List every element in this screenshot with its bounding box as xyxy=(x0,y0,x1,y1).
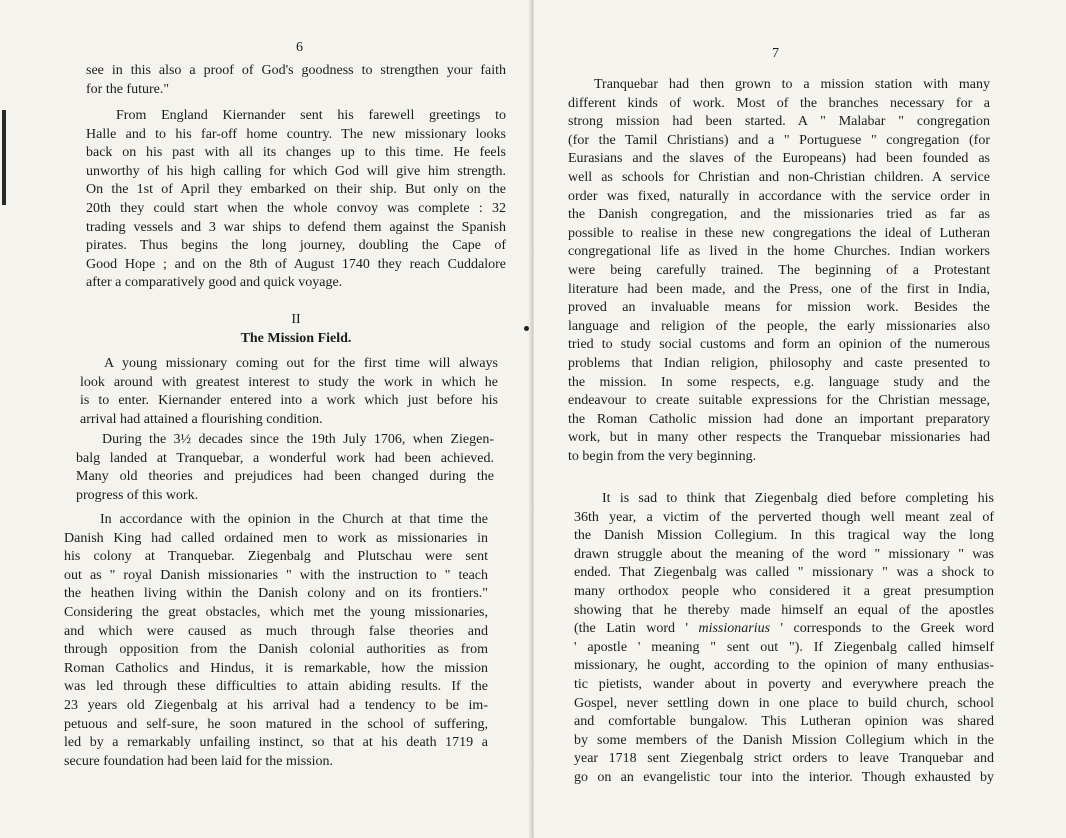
paragraph-quote-end xyxy=(86,62,506,99)
text-line: Tranquebar had then grown to a mission station with many xyxy=(594,77,990,92)
text-line: is to enter. Kiernander entered into a work which just before his xyxy=(80,393,498,409)
text-line: led by a remarkably unfailing instinct, so that at his death 1719 a xyxy=(64,735,488,751)
text-line: Eurasians and the slaves of the Europeans) had been founded as xyxy=(568,151,990,167)
text-line: well as schools for Christian and non-Christian children. A service xyxy=(568,169,990,185)
text-line: tic pietists, wander about in poverty and everywhere preach the xyxy=(574,676,994,692)
section-number: II xyxy=(291,312,301,327)
page-number: 6 xyxy=(296,40,303,55)
text-line: the Danish congregation, and the missionaries tried as far as xyxy=(568,207,990,223)
text-line: unworthy of his high calling for which God will give him strength. xyxy=(86,163,506,179)
text-line: 23 years old Ziegenbalg at his arrival had a tendency to be im- xyxy=(64,697,488,713)
text-line: his colony at Tranquebar. Ziegenbalg and Plutschau were sent xyxy=(64,549,488,565)
text-line: literature had been made, and the Press, one of the first in India, xyxy=(568,281,990,297)
text-fragment: ' corresponds to the Greek word xyxy=(770,621,995,637)
section-title: The Mission Field. xyxy=(240,331,352,346)
text-line: was led through these difficulties to attain abiding results. If the xyxy=(64,679,488,695)
paragraph-decades xyxy=(76,431,494,505)
text-line: the Roman Catholic mission had done an important preparatory xyxy=(568,411,990,427)
text-line: many orthodox people who considered it a great presumption xyxy=(574,583,994,599)
text-line: ended. That Ziegenbalg was called " missionary " was a shock to xyxy=(574,565,994,581)
left-page xyxy=(0,0,532,838)
text-line: secure foundation had been laid for the mission. xyxy=(64,753,334,769)
text-line: for the future." xyxy=(86,81,170,97)
text-line: showing that he thereby made himself an equal of the apostles xyxy=(574,602,994,618)
text-line: the heathen living within the Danish colony and on its frontiers." xyxy=(64,586,488,602)
text-line: It is sad to think that Ziegenbalg died before completing his xyxy=(602,491,994,506)
print-speck xyxy=(524,326,529,331)
paragraph-tranquebar xyxy=(568,76,990,466)
text-line: possible to realise in these new congregations the ideal of Lutheran xyxy=(568,225,990,241)
text-line: endeavour to create suitable expressions for the Christian message, xyxy=(568,393,990,409)
text-line: Danish King had called ordained men to work as missionaries in xyxy=(64,530,488,546)
text-line: 36th year, a victim of the perverted though well meant zeal of xyxy=(574,509,994,525)
text-line: 20th they could start when the whole convoy was complete : 32 xyxy=(86,200,506,216)
text-line: and which were caused as much through false theories and xyxy=(64,623,488,639)
text-line: through opposition from the Danish colonial authorities as from xyxy=(64,642,488,658)
text-line: During the 3½ decades since the 19th July 1706, when Ziegen- xyxy=(102,432,494,447)
text-line: progress of this work. xyxy=(76,487,199,503)
text-fragment: (the Latin word ' xyxy=(574,621,699,637)
page-number: 7 xyxy=(772,46,779,61)
text-line: by some members of the Danish Mission Collegium which in the xyxy=(574,732,994,748)
text-line: Roman Catholics and Hindus, it is remarkable, how the mission xyxy=(64,660,488,676)
text-line: petuous and self-sure, he soon matured in the school of suffering, xyxy=(64,716,488,732)
text-line: different kinds of work. Most of the branches necessary for a xyxy=(568,95,990,111)
text-line: Gospel, never settling down in one place to build church, school xyxy=(574,695,994,711)
text-line: after a comparatively good and quick voyage. xyxy=(86,275,343,291)
right-page xyxy=(534,0,1066,838)
section-heading xyxy=(86,312,506,347)
text-line: trading vessels and 3 war ships to defend them against the Spanish xyxy=(86,219,506,235)
text-line: Considering the great obstacles, which met the young missionaries, xyxy=(64,604,488,620)
text-line: drawn struggle about the meaning of the word " missionary " was xyxy=(574,546,994,562)
text-line: work, but in many other respects the Tranquebar missionaries had xyxy=(568,430,990,446)
text-line: missionary, he ought, according to the opinion of many enthusias- xyxy=(574,658,994,674)
text-line: the Danish Mission Collegium. In this tragical way the long xyxy=(574,528,994,544)
text-line: tried to study social customs and form an opinion of the numerous xyxy=(568,337,990,353)
text-line: Good Hope ; and on the 8th of August 1740 they reach Cuddalore xyxy=(86,256,506,272)
text-line: Many old theories and prejudices had been changed during the xyxy=(76,469,494,485)
text-line: A young missionary coming out for the first time will always xyxy=(104,356,498,371)
latin-term: missionarius xyxy=(698,621,771,637)
text-line: out as " royal Danish missionaries " with the instruction to " teach xyxy=(64,567,488,583)
text-line: were being carefully trained. The beginning of a Protestant xyxy=(568,262,990,278)
text-line: From England Kiernander sent his farewell greetings to xyxy=(116,108,506,123)
text-line: congregational life as lived in the home Churches. Indian workers xyxy=(568,244,990,260)
paragraph-danish-king xyxy=(64,511,488,771)
text-line: go on an evangelistic tour into the interior. Though exhausted by xyxy=(574,769,994,785)
paragraph-farewell xyxy=(86,107,506,293)
paragraph-ziegenbalg-death xyxy=(574,490,994,788)
text-line: ' apostle ' meaning " sent out "). If Ziegenbalg called himself xyxy=(574,639,994,655)
text-line: arrival had attained a flourishing condition. xyxy=(80,411,323,427)
text-line: and comfortable bungalow. This Lutheran opinion was shared xyxy=(574,714,994,730)
text-line: order was fixed, naturally in accordance with the service order in xyxy=(568,188,990,204)
text-line: problems that Indian religion, philosophy and caste presented to xyxy=(568,355,990,371)
text-line: back on his past with all its changes up to this time. He feels xyxy=(86,145,506,161)
text-line: strong mission had been started. A " Malabar " congregation xyxy=(568,114,990,130)
text-line: balg landed at Tranquebar, a wonderful work had been achieved. xyxy=(76,450,494,466)
paragraph-young-missionary xyxy=(80,355,498,429)
text-line: look around with greatest interest to study the work in which he xyxy=(80,374,498,390)
text-line: Halle and to his far-off home country. The new missionary looks xyxy=(86,126,506,142)
text-line: to begin from the very beginning. xyxy=(568,448,757,464)
text-line: (for the Tamil Christians) and a " Portuguese " congregation (for xyxy=(568,132,990,148)
text-line: On the 1st of April they embarked on their ship. But only on the xyxy=(86,182,506,198)
text-line: language and religion of the people, the early missionaries also xyxy=(568,318,990,334)
text-line: the mission. In some respects, e.g. language study and the xyxy=(568,374,990,390)
binding-edge-mark xyxy=(2,110,6,205)
text-line-latin-word xyxy=(574,620,994,639)
text-line: In accordance with the opinion in the Church at that time the xyxy=(100,512,488,527)
text-line: proved an invaluable means for mission work. Besides the xyxy=(568,300,990,316)
text-line: pirates. Thus begins the long journey, doubling the Cape of xyxy=(86,238,506,254)
text-line: year 1718 sent Ziegenbalg strict orders to leave Tranquebar and xyxy=(574,751,994,767)
text-line: see in this also a proof of God's goodness to strengthen your faith xyxy=(86,63,506,78)
